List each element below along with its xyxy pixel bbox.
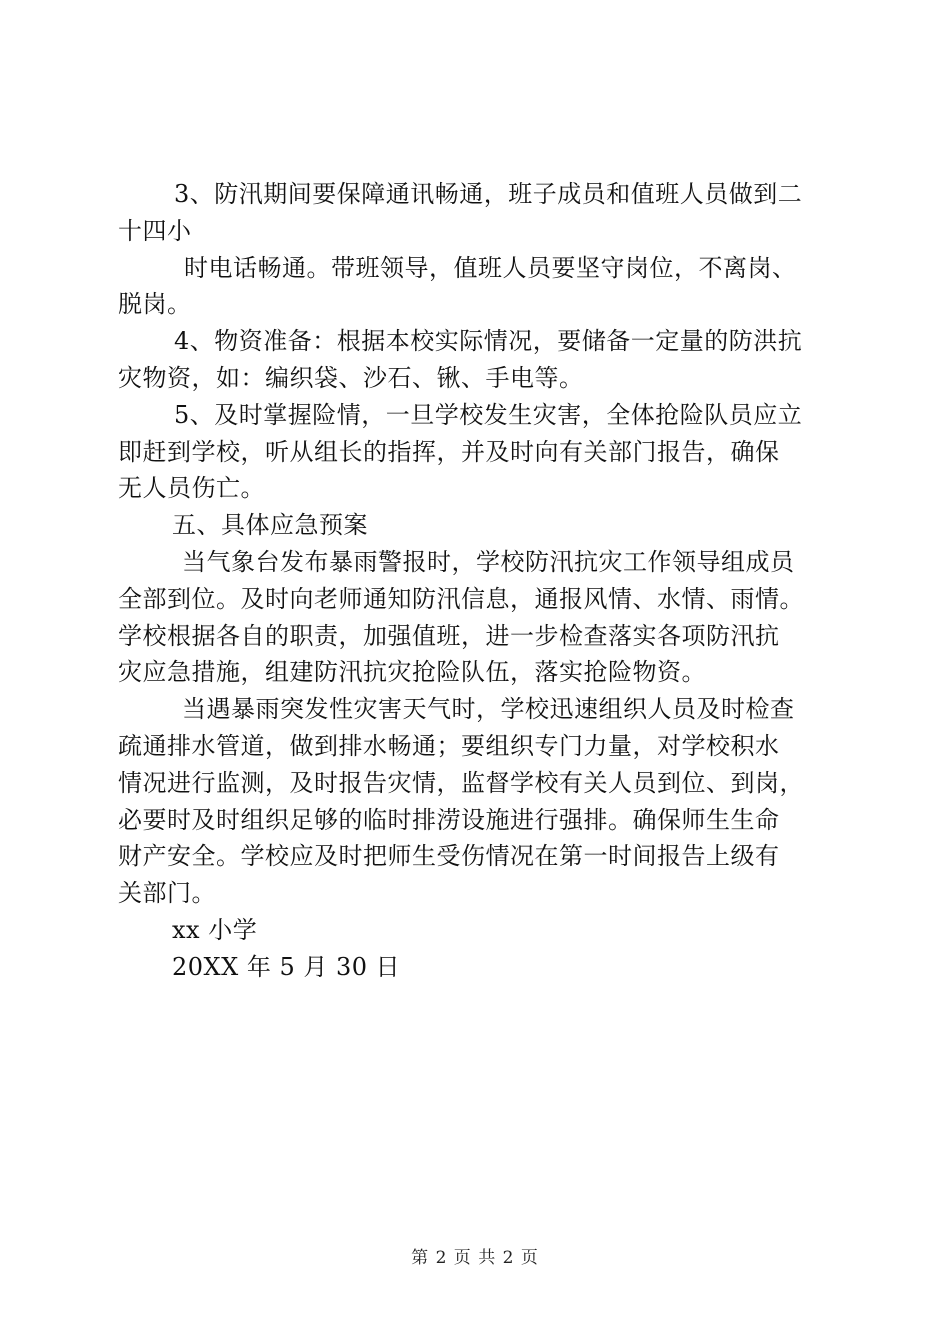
paragraph-line: 财产安全。学校应及时把师生受伤情况在第一时间报告上级有 bbox=[118, 842, 780, 871]
signature-school: xx 小学 bbox=[172, 915, 258, 944]
page-number-footer: 第 2 页 共 2 页 bbox=[411, 1248, 539, 1268]
document-body bbox=[118, 176, 834, 986]
signature-date: 20XX 年 5 月 30 日 bbox=[172, 952, 401, 981]
section-heading: 五、具体应急预案 bbox=[172, 511, 368, 540]
paragraph-line: 灾物资，如：编织袋、沙石、锹、手电等。 bbox=[118, 363, 584, 392]
paragraph-line: 4、物资准备：根据本校实际情况，要储备一定量的防洪抗 bbox=[174, 327, 803, 356]
paragraph-line: 关部门。 bbox=[118, 879, 216, 908]
paragraph-line: 脱岗。 bbox=[118, 290, 192, 319]
paragraph-line: 当气象台发布暴雨警报时，学校防汛抗灾工作领导组成员 bbox=[182, 547, 795, 576]
paragraph-line: 疏通排水管道，做到排水畅通；要组织专门力量，对学校积水 bbox=[118, 731, 780, 760]
paragraph-line: 5、及时掌握险情，一旦学校发生灾害，全体抢险队员应立 bbox=[174, 400, 803, 429]
paragraph-line: 无人员伤亡。 bbox=[118, 474, 265, 503]
paragraph-line: 十四小 bbox=[118, 216, 192, 245]
paragraph-line: 学校根据各自的职责，加强值班，进一步检查落实各项防汛抗 bbox=[118, 621, 780, 650]
paragraph-line: 3、防汛期间要保障通讯畅通，班子成员和值班人员做到二 bbox=[174, 180, 803, 208]
paragraph-line: 当遇暴雨突发性灾害天气时，学校迅速组织人员及时检查 bbox=[182, 695, 795, 724]
paragraph-line: 全部到位。及时向老师通知防汛信息，通报风情、水情、雨情。 bbox=[118, 584, 804, 613]
paragraph-line: 灾应急措施，组建防汛抗灾抢险队伍，落实抢险物资。 bbox=[118, 658, 706, 687]
paragraph-line: 情况进行监测，及时报告灾情，监督学校有关人员到位、到岗， bbox=[118, 768, 804, 797]
paragraph-line: 时电话畅通。带班领导，值班人员要坚守岗位，不离岗、 bbox=[184, 253, 797, 282]
paragraph-line: 即赶到学校，听从组长的指挥，并及时向有关部门报告，确保 bbox=[118, 437, 780, 466]
paragraph-line: 必要时及时组织足够的临时排涝设施进行强排。确保师生生命 bbox=[118, 805, 780, 834]
